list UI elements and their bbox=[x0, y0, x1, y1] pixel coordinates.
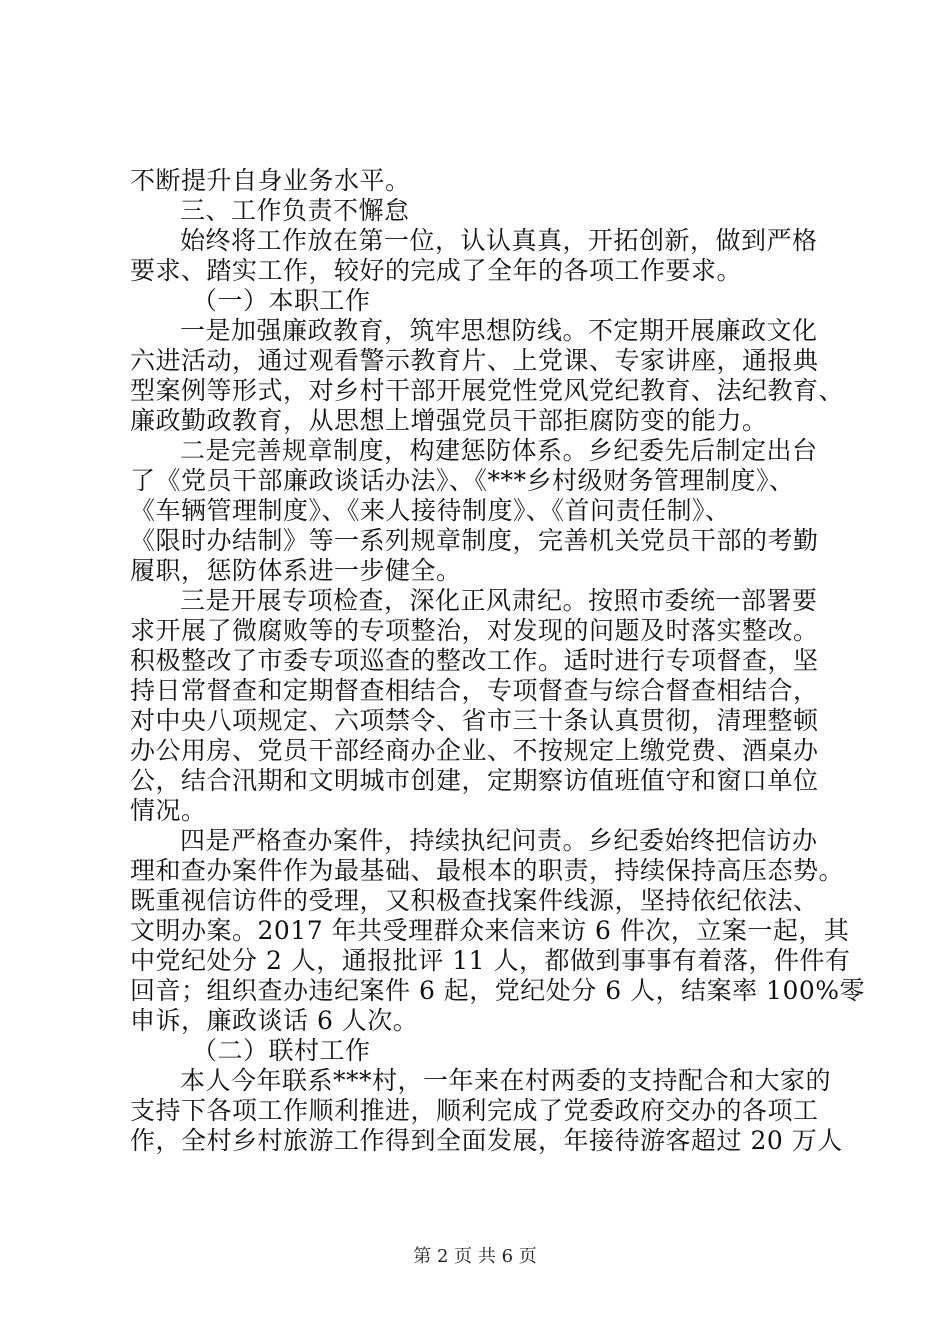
text-line: 《车辆管理制度》、《来人接待制度》、《首问责任制》、 bbox=[130, 496, 731, 525]
text-line: （二）联村工作 bbox=[192, 1036, 371, 1065]
text-line: 中党纪处分 2 人，通报批评 11 人，都做到事事有着落，件件有 bbox=[130, 946, 851, 975]
text-line: 公，结合汛期和文明城市创建，定期察访值班值守和窗口单位 bbox=[130, 766, 819, 795]
text-line: 三是开展专项检查，深化正风肃纪。按照市委统一部署要 bbox=[180, 586, 818, 615]
text-line: 三、工作负责不懈怠 bbox=[180, 196, 410, 225]
text-line: 作，全村乡村旅游工作得到全面发展，年接待游客超过 20 万人 bbox=[130, 1126, 843, 1155]
text-line: 履职，惩防体系进一步健全。 bbox=[130, 556, 462, 585]
text-line: 始终将工作放在第一位，认认真真，开拓创新，做到严格 bbox=[180, 226, 818, 255]
text-line: 理和查办案件作为最基础、最根本的职责，持续保持高压态势。 bbox=[130, 856, 845, 885]
text-line: 对中央八项规定、六项禁令、省市三十条认真贯彻，清理整顿 bbox=[130, 706, 819, 735]
text-line: 持日常督查和定期督查相结合，专项督查与综合督查相结合， bbox=[130, 676, 819, 705]
text-line: 型案例等形式，对乡村干部开展党性党风党纪教育、法纪教育、 bbox=[130, 376, 845, 405]
text-line: 既重视信访件的受理，又积极查找案件线源，坚持依纪依法、 bbox=[130, 886, 819, 915]
text-line: 二是完善规章制度，构建惩防体系。乡纪委先后制定出台 bbox=[180, 436, 818, 465]
text-line: 一是加强廉政教育，筑牢思想防线。不定期开展廉政文化 bbox=[180, 316, 818, 345]
text-line: 文明办案。2017 年共受理群众来信来访 6 件次，立案一起，其 bbox=[130, 916, 850, 945]
text-line: 情况。 bbox=[130, 796, 207, 825]
text-line: 积极整改了市委专项巡查的整改工作。适时进行专项督查，坚 bbox=[130, 646, 819, 675]
text-line: 支持下各项工作顺利推进，顺利完成了党委政府交办的各项工 bbox=[130, 1096, 819, 1125]
page-footer: 第 2 页 共 6 页 bbox=[413, 1246, 537, 1267]
text-line: 六进活动，通过观看警示教育片、上党课、专家讲座，通报典 bbox=[130, 346, 819, 375]
text-line: 要求、踏实工作，较好的完成了全年的各项工作要求。 bbox=[130, 256, 743, 285]
text-line: 四是严格查办案件，持续执纪问责。乡纪委始终把信访办 bbox=[180, 826, 818, 855]
text-line: 廉政勤政教育，从思想上增强党员干部拒腐防变的能力。 bbox=[130, 406, 768, 435]
text-line: 办公用房、党员干部经商办企业、不按规定上缴党费、酒桌办 bbox=[130, 736, 819, 765]
document-body bbox=[130, 166, 866, 1156]
text-line: 申诉，廉政谈话 6 人次。 bbox=[130, 1006, 419, 1035]
text-line: （一）本职工作 bbox=[192, 286, 371, 315]
text-line: 求开展了微腐败等的专项整治，对发现的问题及时落实整改。 bbox=[130, 616, 819, 645]
text-line: 不断提升自身业务水平。 bbox=[130, 166, 411, 195]
text-line: 本人今年联系***村，一年来在村两委的支持配合和大家的 bbox=[180, 1066, 832, 1095]
text-line: 回音；组织查办违纪案件 6 起，党纪处分 6 人，结案率 100%零 bbox=[130, 976, 866, 1005]
text-line: 了《党员干部廉政谈话办法》、《***乡村级财务管理制度》、 bbox=[130, 466, 795, 495]
text-line: 《限时办结制》等一系列规章制度，完善机关党员干部的考勤 bbox=[130, 526, 819, 555]
